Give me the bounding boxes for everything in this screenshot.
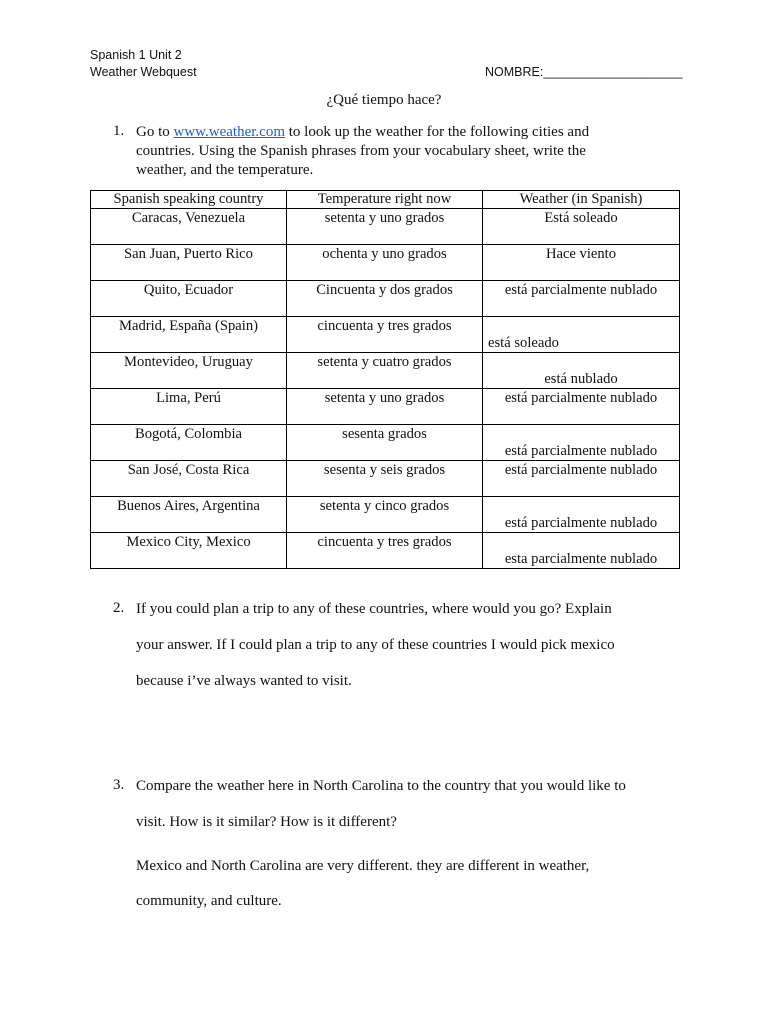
cell-weather: Hace viento [483, 245, 680, 281]
question-2-line2: your answer. If I could plan a trip to any of these countries I would pick mexico [136, 637, 615, 653]
cell-weather: está parcialmente nublado [483, 425, 680, 461]
table-row [91, 209, 680, 245]
header-weather: Weather (in Spanish) [483, 191, 680, 209]
cell-weather: está parcialmente nublado [483, 281, 680, 317]
question-2-line1: If you could plan a trip to any of these countries, where would you go? Explain [136, 601, 612, 617]
question-3-line2: visit. How is it similar? How is it different? [136, 814, 397, 830]
question-2-number: 2. [113, 600, 125, 616]
q1-prefix: Go to [136, 124, 174, 140]
cell-temp: Cincuenta y dos grados [287, 281, 483, 317]
page-title: ¿Qué tiempo hace? [326, 92, 442, 108]
table-row [91, 353, 680, 389]
cell-place: Buenos Aires, Argentina [91, 497, 287, 533]
cell-place: San José, Costa Rica [91, 461, 287, 497]
q1-line1-rest: to look up the weather for the following cities and [285, 124, 590, 140]
cell-place: Mexico City, Mexico [91, 533, 287, 569]
q1-line2: countries. Using the Spanish phrases from your vocabulary sheet, write the [136, 143, 586, 159]
cell-temp: cincuenta y tres grados [287, 533, 483, 569]
cell-temp: setenta y cinco grados [287, 497, 483, 533]
cell-place: San Juan, Puerto Rico [91, 245, 287, 281]
cell-place: Madrid, España (Spain) [91, 317, 287, 353]
cell-weather: esta parcialmente nublado [483, 533, 680, 569]
q1-line3: weather, and the temperature. [136, 162, 314, 178]
cell-weather: está parcialmente nublado [483, 497, 680, 533]
question-3-number: 3. [113, 777, 125, 793]
question-3-answer-line1: Mexico and North Carolina are very different. they are different in weather, [136, 858, 590, 874]
cell-place: Caracas, Venezuela [91, 209, 287, 245]
weather-table [90, 190, 680, 569]
question-3-line1: Compare the weather here in North Carolina to the country that you would like to [136, 778, 626, 794]
table-row [91, 533, 680, 569]
table-row [91, 425, 680, 461]
weather-link[interactable]: www.weather.com [173, 124, 285, 140]
table-row [91, 245, 680, 281]
header-temperature: Temperature right now [287, 191, 483, 209]
table-header-row [91, 191, 680, 209]
cell-place: Quito, Ecuador [91, 281, 287, 317]
cell-weather: está nublado [483, 353, 680, 389]
table-row [91, 317, 680, 353]
table-row [91, 389, 680, 425]
question-3-answer-line2: community, and culture. [136, 893, 282, 909]
cell-weather: está parcialmente nublado [483, 461, 680, 497]
table-row [91, 497, 680, 533]
cell-temp: setenta y uno grados [287, 209, 483, 245]
question-2-line3: because i’ve always wanted to visit. [136, 673, 352, 689]
cell-temp: ochenta y uno grados [287, 245, 483, 281]
cell-weather: está soleado [483, 317, 680, 353]
cell-place: Montevideo, Uruguay [91, 353, 287, 389]
cell-temp: setenta y cuatro grados [287, 353, 483, 389]
cell-temp: sesenta y seis grados [287, 461, 483, 497]
question-1-number: 1. [113, 123, 125, 139]
cell-weather: Está soleado [483, 209, 680, 245]
cell-place: Lima, Perú [91, 389, 287, 425]
header-country: Spanish speaking country [91, 191, 287, 209]
question-1-text [136, 123, 589, 180]
cell-temp: sesenta grados [287, 425, 483, 461]
name-field-label: NOMBRE:____________________ [485, 65, 683, 79]
course-label: Spanish 1 Unit 2 [90, 48, 182, 62]
cell-place: Bogotá, Colombia [91, 425, 287, 461]
table-row [91, 461, 680, 497]
table-row [91, 281, 680, 317]
cell-weather: está parcialmente nublado [483, 389, 680, 425]
assignment-label: Weather Webquest [90, 65, 197, 79]
cell-temp: setenta y uno grados [287, 389, 483, 425]
cell-temp: cincuenta y tres grados [287, 317, 483, 353]
